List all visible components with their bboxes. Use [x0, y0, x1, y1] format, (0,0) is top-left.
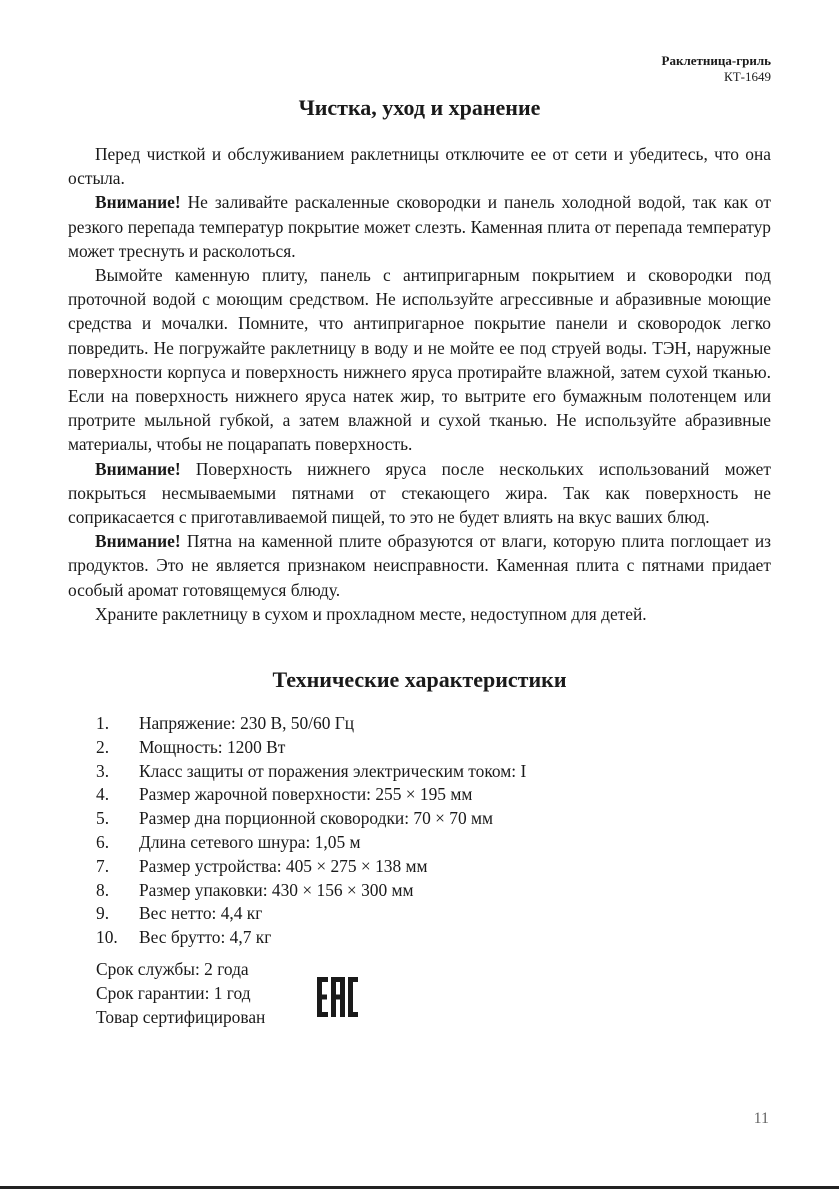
list-item	[96, 807, 526, 831]
list-item	[96, 783, 526, 807]
specs-list	[96, 712, 526, 950]
cleaning-section-title: Чистка, уход и хранение	[298, 95, 541, 120]
warning-label: Внимание!	[95, 192, 181, 213]
specs-section-title: Технические характеристики	[272, 667, 567, 692]
list-item-text: Размер дна порционной сковородки: 70 × 70 мм	[139, 808, 494, 829]
header-model: КТ-1649	[724, 69, 771, 84]
paragraph-2-text: Не заливайте раскаленные сковородки и панель холодной водой, так как от резкого перепада температур покрытие может слезть. Каменная плита от перепада температур может треснуть и расколоться.	[68, 192, 771, 261]
warning-label: Внимание!	[95, 531, 181, 552]
paragraph-6: Храните раклетницу в сухом и прохладном месте, недоступном для детей.	[95, 603, 647, 624]
list-item	[96, 855, 526, 879]
list-item-text: Мощность: 1200 Вт	[139, 736, 286, 757]
list-item-number: 8.	[96, 879, 110, 900]
page-number: 11	[753, 1110, 769, 1127]
paragraph-1: Перед чисткой и обслуживанием раклетницы отключите ее от сети и убедитесь, что она остыла.	[68, 144, 771, 189]
list-item	[96, 712, 526, 736]
list-item-text: Длина сетевого шнура: 1,05 м	[139, 831, 361, 852]
list-item-text: Напряжение: 230 В, 50/60 Гц	[139, 713, 355, 733]
list-item-number: 1.	[96, 713, 110, 733]
warning-label: Внимание!	[95, 458, 181, 479]
list-item-number: 6.	[96, 831, 110, 852]
list-item-number: 2.	[96, 736, 110, 757]
list-item-text: Размер устройства: 405 × 275 × 138 мм	[139, 855, 428, 876]
list-item-number: 3.	[96, 760, 110, 781]
list-item-number: 10.	[96, 927, 118, 948]
list-item	[96, 736, 526, 760]
paragraph-4-text: Поверхность нижнего яруса после нескольких использований может покрыться несмываемыми пятнами от стекающего жира. Так как поверхность не соприкасается с приготавливаемой пищей, то это не будет влиять на вкус ваших блюд.	[68, 458, 771, 528]
service-info	[96, 957, 265, 1029]
list-item-text: Размер упаковки: 430 × 156 × 300 мм	[139, 879, 414, 900]
paragraph-2	[68, 190, 771, 263]
list-item-text: Вес брутто: 4,7 кг	[139, 927, 272, 948]
list-item-number: 7.	[96, 855, 110, 876]
paragraph-5	[68, 529, 771, 602]
list-item-number: 9.	[96, 903, 110, 924]
list-item	[96, 760, 526, 784]
list-item	[96, 902, 526, 926]
header-product-name: Раклетница-гриль	[661, 53, 771, 68]
list-item-number: 4.	[96, 784, 110, 805]
list-item	[96, 831, 526, 855]
cleaning-section-body	[68, 142, 771, 626]
service-life: Срок службы: 2 года	[96, 959, 249, 979]
list-item	[96, 926, 526, 950]
list-item	[96, 879, 526, 903]
list-item-number: 5.	[96, 808, 110, 829]
list-item-text: Размер жарочной поверхности: 255 × 195 мм	[139, 784, 473, 805]
list-item-text: Класс защиты от поражения электрическим током: I	[139, 760, 527, 781]
warranty-period: Срок гарантии: 1 год	[96, 983, 251, 1003]
list-item-text: Вес нетто: 4,4 кг	[139, 903, 263, 924]
paragraph-4	[68, 457, 771, 530]
running-header	[662, 53, 771, 85]
bottom-rule	[0, 1186, 839, 1189]
eac-mark-icon	[315, 976, 359, 1018]
paragraph-3: Вымойте каменную плиту, панель с антипригарным покрытием и сковородки под проточной водой с моющим средством. Не используйте агрессивные и абразивные моющие средства и мочалки. Помните, что антипригарное покрытие панели и сковородок легко повредить. Не погружайте раклетницу в воду и не мойте ее под струей воды. ТЭН, наружные поверхности корпуса и поверхность нижнего яруса протирайте влажной, затем сухой тканью. Если на поверхность нижнего яруса натек жир, то вытрите его бумажным полотенцем или протрите мыльной губкой, а затем влажной и сухой тканью. Не используйте абразивные материалы, чтобы не поцарапать поверхность.	[68, 265, 771, 455]
paragraph-5-text: Пятна на каменной плите образуются от влаги, которую плита поглощает из продуктов. Это не является признаком неисправности. Каменная плита с пятнами придает особый аромат готовящемуся блюду.	[68, 531, 771, 600]
certification-note: Товар сертифицирован	[96, 1007, 266, 1027]
